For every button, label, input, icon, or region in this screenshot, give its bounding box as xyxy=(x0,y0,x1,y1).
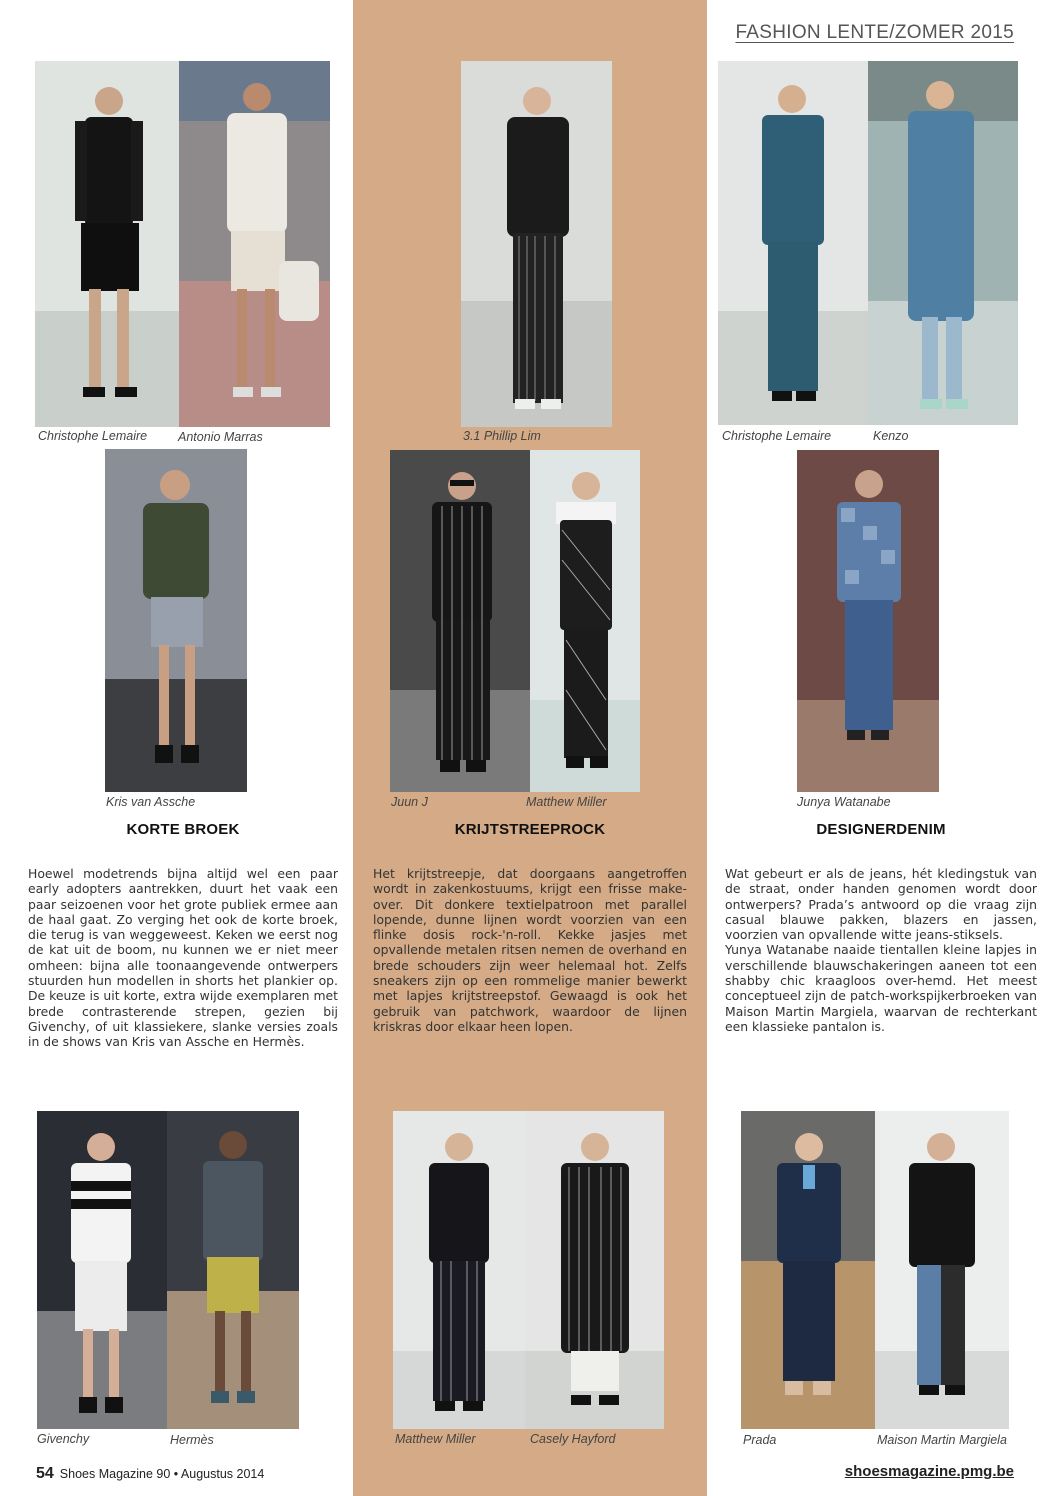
caption-phillip-lim: 3.1 Phillip Lim xyxy=(463,429,541,443)
section-title-designerdenim: DESIGNERDENIM xyxy=(816,821,946,838)
runway-photo-matthew-miller-1 xyxy=(530,450,640,792)
caption-hermes: Hermès xyxy=(170,1433,214,1447)
runway-photo-givenchy xyxy=(37,1111,167,1429)
website-link[interactable]: shoesmagazine.pmg.be xyxy=(844,1463,1014,1480)
runway-photo-matthew-miller-2 xyxy=(393,1111,525,1429)
section-title-krijtstreeprock: KRIJTSTREEPROCK xyxy=(454,821,606,838)
page-number: 54 xyxy=(36,1465,54,1482)
caption-junya-watanabe: Junya Watanabe xyxy=(797,795,891,809)
caption-kris-van-assche: Kris van Assche xyxy=(106,795,196,809)
caption-givenchy: Givenchy xyxy=(37,1432,90,1446)
caption-christophe-lemaire-2: Christophe Lemaire xyxy=(722,429,832,443)
runway-photo-kenzo xyxy=(868,61,1018,425)
caption-matthew-miller-2: Matthew Miller xyxy=(395,1432,476,1446)
runway-photo-prada xyxy=(741,1111,875,1429)
runway-photo-antonio-marras xyxy=(179,61,330,427)
caption-juun-j: Juun J xyxy=(391,795,428,809)
page-header: FASHION LENTE/ZOMER 2015 xyxy=(735,22,1014,43)
caption-casely-hayford: Casely Hayford xyxy=(530,1432,616,1446)
runway-photo-junya-watanabe xyxy=(797,450,939,792)
paragraph: Yunya Watanabe naaide tientallen kleine lapjes in verschillende blauwschakeringen aaneen tot een shabby chic kraagloos over-hemd. Het meest conceptueel zijn de patch-workspijkerbroeken van Maison Martin Margiela, waarvan de rechterkant een klassieke pantalon is. xyxy=(725,942,1037,1034)
runway-photo-kris-van-assche xyxy=(105,449,247,792)
caption-prada: Prada xyxy=(743,1433,777,1447)
runway-photo-maison-martin-margiela xyxy=(875,1111,1009,1429)
runway-photo-christophe-lemaire-1 xyxy=(35,61,179,427)
publication-name: Shoes Magazine 90 • Augustus 2014 xyxy=(59,1467,265,1481)
paragraph: Hoewel modetrends bijna altijd wel een paar early adopters aantrekken, duurt het vaak een paar seizoenen voor het grote publiek ermee aan de haal gaat. Zo verging het ook de korte broek, die terug is van weggeweest. Keken we eerst nog de kat uit de boom, nu kunnen we er niet meer omheen: bijna alle toonaangevende ontwerpers stuurden hun modellen in shorts het plankier op. De keuze is uit korte, extra wijde exemplaren met brede contrasterende strepen, gezien bij Givenchy, of uit klassiekere, slanke versies zoals in de shows van Kris van Assche en Hermès. xyxy=(28,866,338,1050)
caption-antonio-marras: Antonio Marras xyxy=(178,430,263,444)
caption-matthew-miller-1: Matthew Miller xyxy=(526,795,607,809)
caption-kenzo: Kenzo xyxy=(873,429,909,443)
runway-photo-juun-j xyxy=(390,450,530,792)
runway-photo-phillip-lim xyxy=(461,61,612,427)
caption-maison-martin-margiela: Maison Martin Margiela xyxy=(877,1433,1007,1447)
footer-publication-info xyxy=(36,1465,264,1483)
caption-christophe-lemaire-1: Christophe Lemaire xyxy=(38,429,148,443)
paragraph: Wat gebeurt er als de jeans, hét kledingstuk van de straat, onder handen genomen wordt door ontwerpers? Prada’s antwoord op die vraag zijn casual blauwe pakken, blazers en jassen, voorzien van opvallende witte jeans-stiksels. xyxy=(725,866,1037,943)
runway-photo-hermes xyxy=(167,1111,299,1429)
runway-photo-christophe-lemaire-2 xyxy=(718,61,868,425)
article-text-korte-broek xyxy=(28,866,338,1050)
article-text-designerdenim xyxy=(725,866,1037,1034)
paragraph: Het krijtstreepje, dat doorgaans aangetroffen wordt in zakenkostuums, krijgt een frisse make-over. Dit donkere textielpatroon met parallel lopende, dunne lijnen wordt voorzien van een flinke dosis rock-'n-roll. Kekke jasjes met opvallende metalen ritsen nemen de overhand en brede schouders zijn weer helemaal hot. Zelfs sneakers zijn op een rommelige manier bewerkt met lapjes krijtstreepstof. Gewaagd is ook het gebruik van patchwork, waardoor de lijnen kriskras door elkaar heen lopen. xyxy=(373,866,687,1034)
article-text-krijtstreeprock xyxy=(373,866,687,1034)
runway-photo-casely-hayford xyxy=(525,1111,664,1429)
section-title-korte-broek: KORTE BROEK xyxy=(126,821,240,838)
